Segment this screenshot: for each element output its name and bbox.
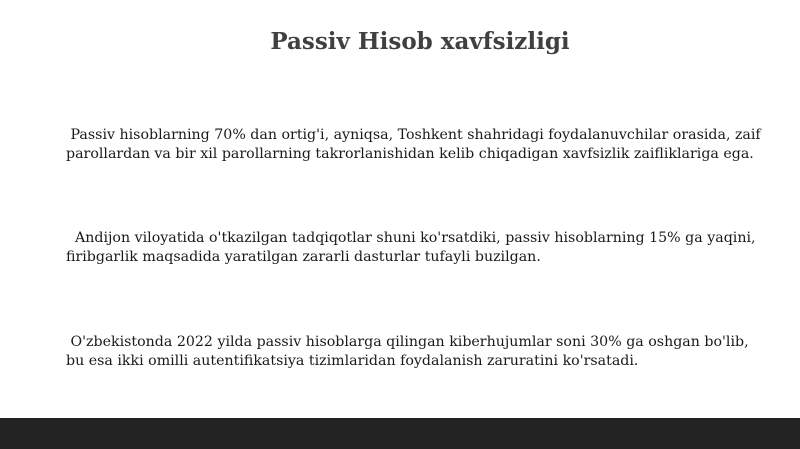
bottom-bar — [0, 418, 800, 449]
paragraph-cyberattacks-2022: O'zbekistonda 2022 yilda passiv hisoblarga qilingan kiberhujumlar soni 30% ga oshgan bo'lib, bu esa ikki omilli autentifikatsiya tizimlaridan foydalanish zaruratini ko'rsatadi. — [66, 334, 754, 369]
paragraph-weak-passwords: Passiv hisoblarning 70% dan ortig'i, ayniqsa, Toshkent shahridagi foydalanuvchilar orasida, zaif parollardan va bir xil parollarning takrorlanishidan kelib chiqadigan xavfsizlik zaifliklariga ega. — [66, 127, 766, 162]
slide-title: Passiv Hisob xavfsizligi — [270, 28, 570, 55]
paragraph-andijon-research: Andijon viloyatida o'tkazilgan tadqiqotlar shuni ko'rsatdiki, passiv hisoblarning 15% ga yaqini, firibgarlik maqsadida yaratilgan zararli dasturlar tufayli buzilgan. — [66, 230, 761, 265]
